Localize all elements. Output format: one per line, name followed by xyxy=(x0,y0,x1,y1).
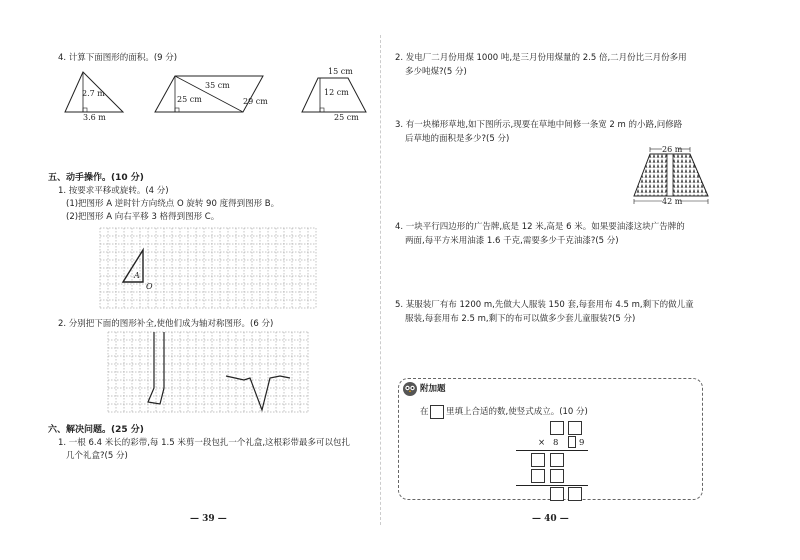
r-q5-line2: 服装,每套用布 2.5 m,剩下的布可以做多少套儿童服装?(5 分) xyxy=(405,314,636,324)
trapezoid-figure xyxy=(300,64,380,124)
r-q3-line1: 3. 有一块梯形草地,如下图所示,现要在草地中间修一条宽 2 m 的小路,问修路 xyxy=(395,120,683,130)
fig1-height-label: 2.7 m xyxy=(82,89,105,98)
q4-title: 4. 计算下面图形的面积。(9 分) xyxy=(58,53,178,63)
bonus-question-suffix: 里填上合适的数,使竖式成立。(10 分) xyxy=(446,407,588,417)
page-divider xyxy=(380,35,381,525)
blank-box[interactable] xyxy=(550,421,564,435)
triangle-figure xyxy=(55,68,135,123)
blank-box[interactable] xyxy=(531,469,545,483)
rule-line-2 xyxy=(516,485,588,486)
r-q4-line1: 4. 一块平行四边形的广告牌,底是 12 米,高是 6 米。如果要油漆这块广告牌的 xyxy=(395,222,685,232)
blank-box[interactable] xyxy=(568,436,576,448)
blank-box-sample xyxy=(430,405,444,419)
page-number-left: — 39 — xyxy=(190,514,227,524)
fig2-side-label: 35 cm xyxy=(205,81,230,90)
q6-1-line2: 几个礼盒?(5 分) xyxy=(66,451,128,461)
blank-box[interactable] xyxy=(568,487,582,501)
symmetry-grid xyxy=(108,332,312,418)
owl-icon xyxy=(402,381,418,397)
blank-box[interactable] xyxy=(531,453,545,467)
rule-line-1 xyxy=(516,450,588,451)
section-5-title: 五、动手操作。(10 分) xyxy=(48,173,144,183)
r-q2-line2: 多少吨煤?(5 分) xyxy=(405,67,467,77)
q5-1a-text: (1)把图形 A 逆时针方向绕点 O 旋转 90 度得到图形 B。 xyxy=(66,199,280,209)
bonus-question-prefix: 在 xyxy=(420,407,429,417)
trap-top-label: 26 m xyxy=(662,145,683,154)
q5-1-text: 1. 按要求平移或旋转。(4 分) xyxy=(58,186,169,196)
digit-eight: 8 xyxy=(553,438,559,448)
shape-a-label: A xyxy=(134,271,140,280)
point-o-label: O xyxy=(146,282,153,291)
section-6-title: 六、解决问题。(25 分) xyxy=(48,425,144,435)
grid-lines xyxy=(108,332,308,412)
blank-box[interactable] xyxy=(550,453,564,467)
bonus-title: 附加题 xyxy=(420,384,446,394)
fig2-side2-label: 29 cm xyxy=(243,97,268,106)
digit-nine: 9 xyxy=(579,438,585,448)
q6-1-line1: 1. 一根 6.4 米长的彩带,每 1.5 米剪一段包扎一个礼盒,这根彩带最多可以包扎 xyxy=(58,438,351,448)
fig3-top-label: 15 cm xyxy=(328,67,353,76)
blank-box[interactable] xyxy=(550,469,564,483)
r-q2-line1: 2. 发电厂二月份用煤 1000 吨,是三月份用煤量的 2.5 倍,二月份比三月份多用 xyxy=(395,53,687,63)
fig1-base-label: 3.6 m xyxy=(83,113,106,122)
fig2-height-label: 25 cm xyxy=(177,95,202,104)
r-q3-line2: 后草地的面积是多少?(5 分) xyxy=(405,134,510,144)
blank-box[interactable] xyxy=(568,421,582,435)
rotation-grid xyxy=(100,228,316,312)
fig3-height-label: 12 cm xyxy=(324,88,349,97)
blank-box[interactable] xyxy=(550,487,564,501)
r-q4-line2: 两面,每平方米用油漆 1.6 千克,需要多少千克油漆?(5 分) xyxy=(405,236,619,246)
fig3-bottom-label: 25 cm xyxy=(334,113,359,122)
page-number-right: — 40 — xyxy=(532,514,569,524)
q5-2-text: 2. 分别把下面的图形补全,使他们成为轴对称图形。(6 分) xyxy=(58,319,274,329)
multiply-sign: × xyxy=(538,438,546,448)
r-q5-line1: 5. 某服装厂有布 1200 m,先做大人服装 150 套,每套用布 4.5 m,剩下的做儿童 xyxy=(395,300,694,310)
q5-1b-text: (2)把图形 A 向右平移 3 格得到图形 C。 xyxy=(66,212,220,222)
trap-bottom-label: 42 m xyxy=(662,197,683,206)
trapezoid-lawn-figure xyxy=(632,144,710,206)
parallelogram-figure xyxy=(155,68,270,123)
